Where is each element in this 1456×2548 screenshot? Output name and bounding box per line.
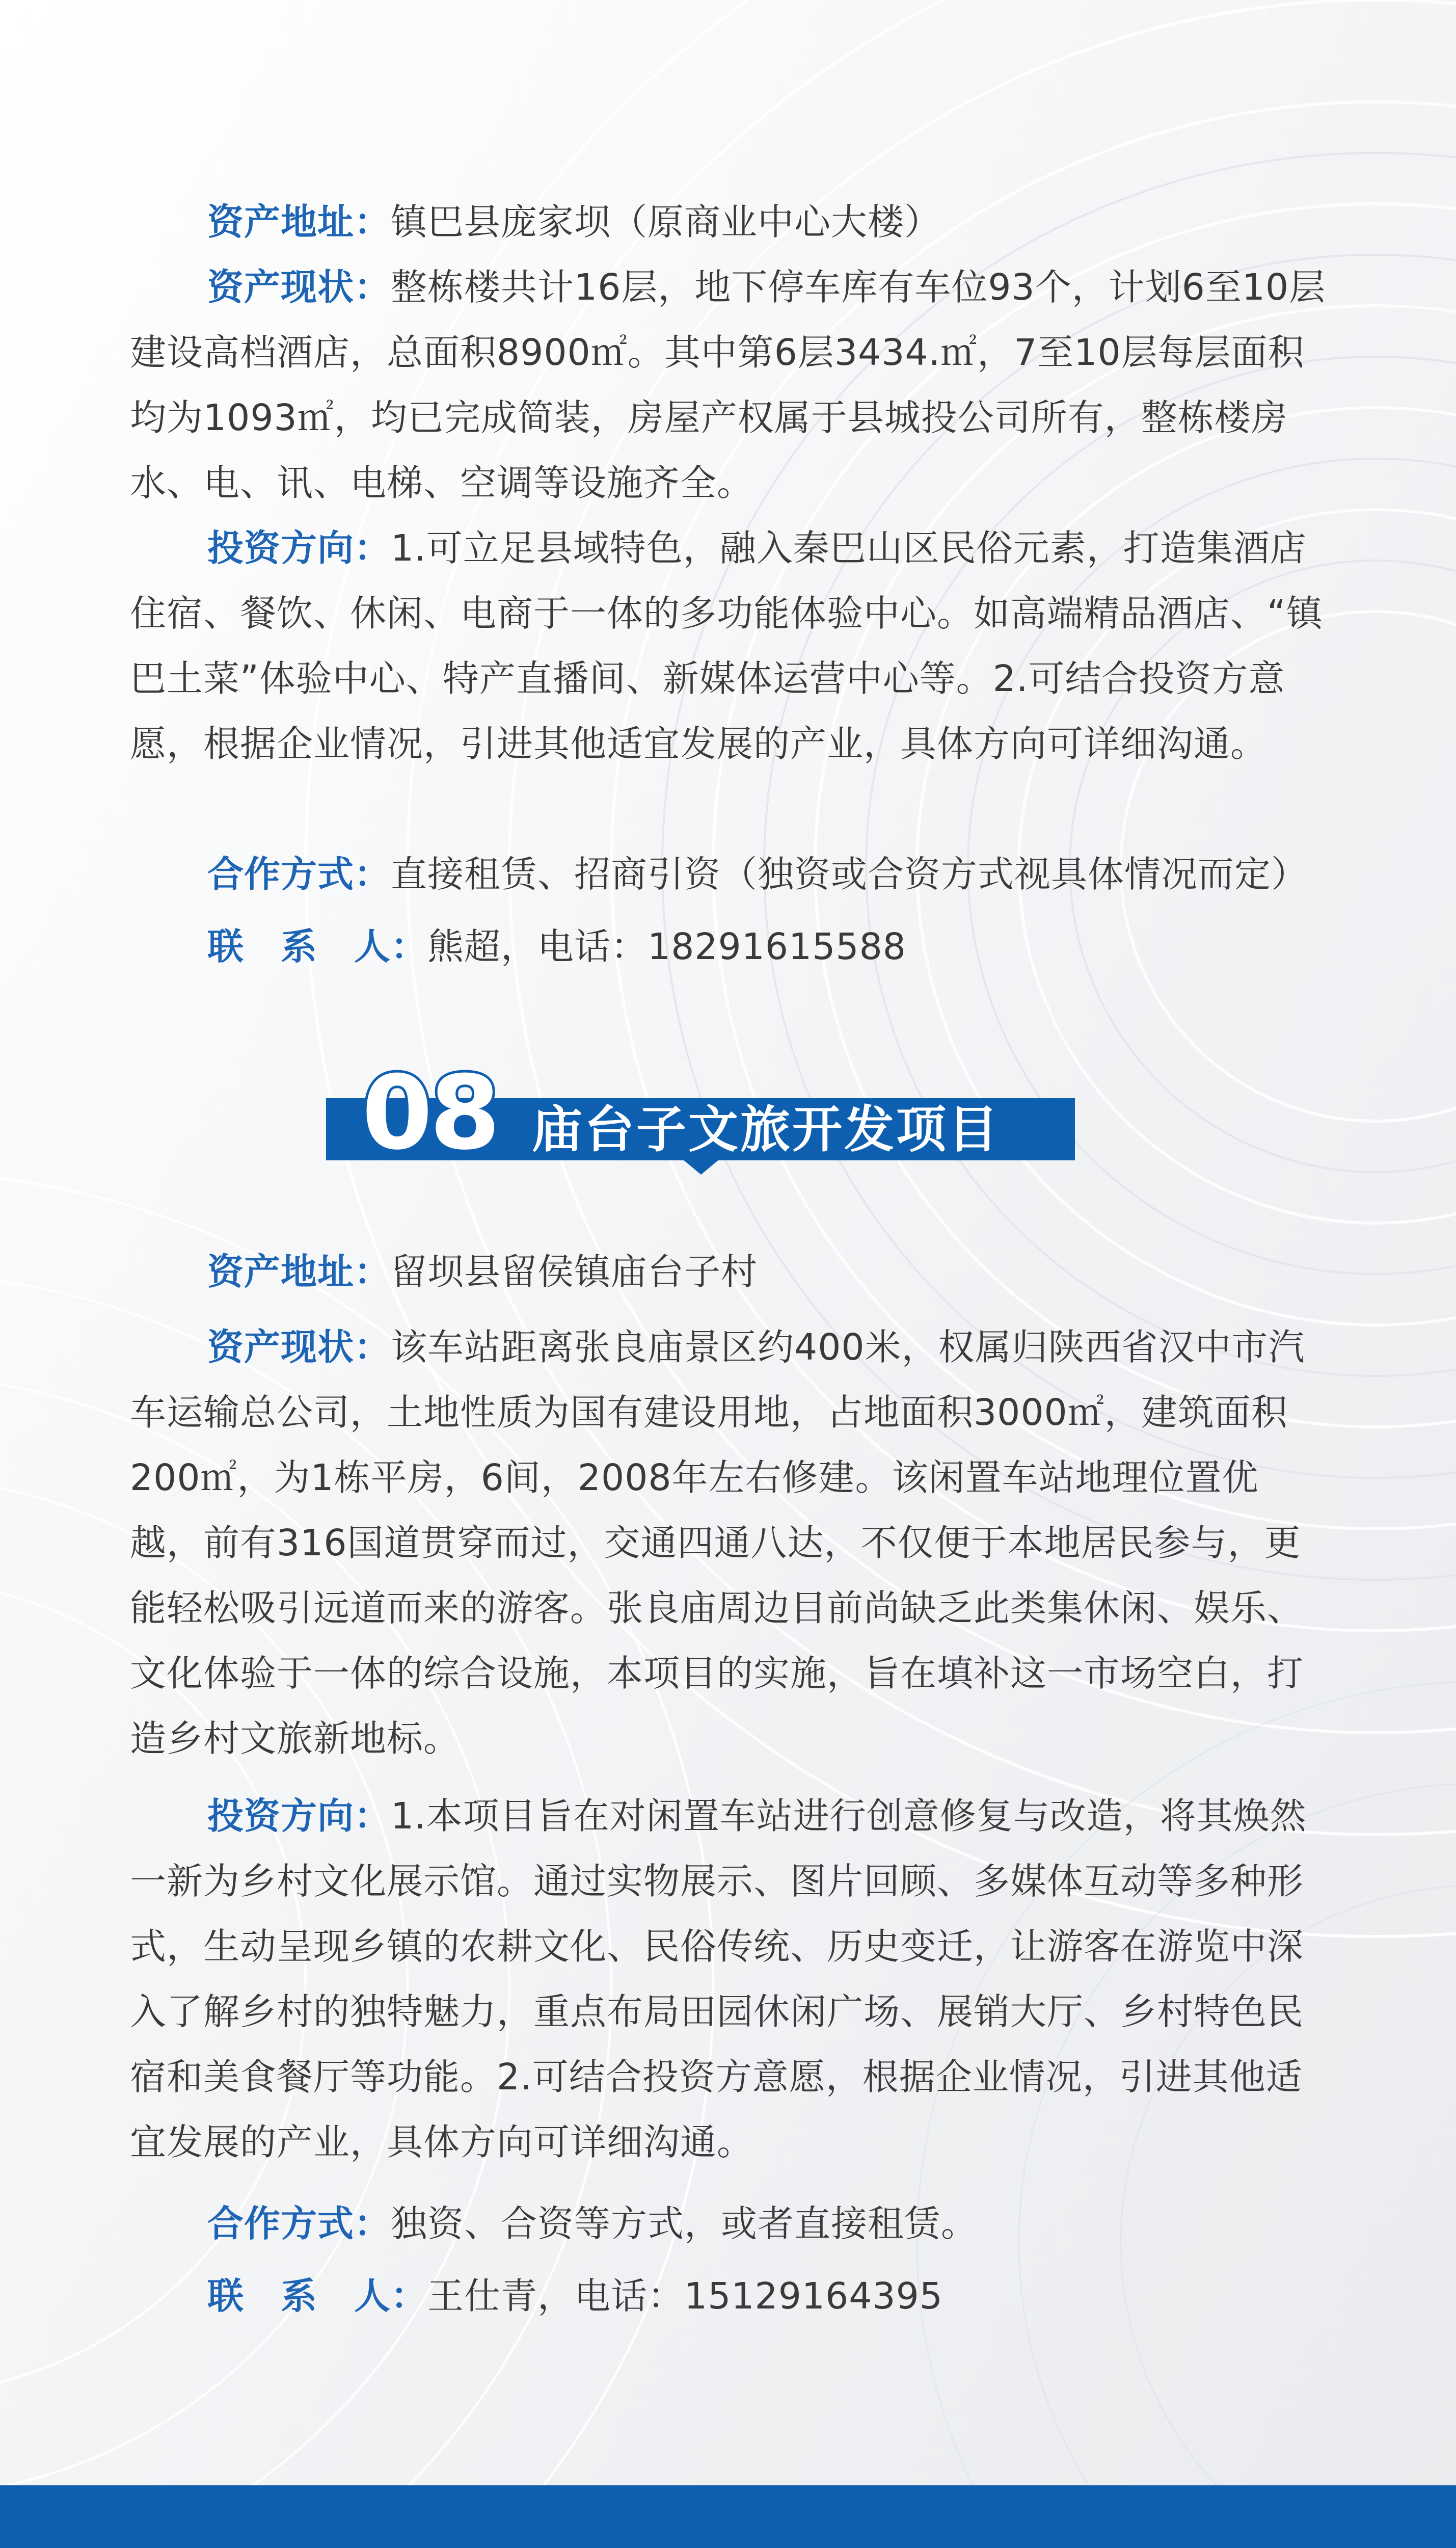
section-banner bbox=[326, 1052, 1075, 1173]
section-a-contact bbox=[130, 914, 1327, 979]
status-text: 该车站距离张良庙景区约400米，权属归陕西省汉中市汽车运输总公司，土地性质为国有建设用地，占地面积3000㎡，建筑面积200㎡，为1栋平房，6间，2008年左右修建。该闲置车站地理位置优越，前有316国道贯穿而过，交通四通八达，不仅便于本地居民参与，更能轻松吸引远道而来的游客。张良庙周边目前尚缺乏此类集休闲、娱乐、文化体验于一体的综合设施，本项目的实施，旨在填补这一市场空白，打造乡村文旅新地标。 bbox=[130, 1326, 1305, 1760]
section-b-status bbox=[130, 1315, 1327, 1771]
contact-text: 熊超，电话：18291615588 bbox=[427, 925, 906, 968]
cooperation-text: 独资、合资等方式，或者直接租赁。 bbox=[391, 2202, 978, 2245]
banner-pointer bbox=[683, 1159, 719, 1175]
contact-label: 联 系 人： bbox=[207, 925, 428, 968]
address-text: 镇巴县庞家坝（原商业中心大楼） bbox=[391, 201, 941, 243]
address-text: 留坝县留侯镇庙台子村 bbox=[391, 1251, 758, 1293]
section-a-status bbox=[130, 255, 1327, 516]
direction-text: 1.可立足县域特色，融入秦巴山区民俗元素，打造集酒店住宿、餐饮、休闲、电商于一体的多功能体验中心。如高端精品酒店、“镇巴土菜”体验中心、特产直播间、新媒体运营中心等。2.可结合投资方意愿，根据企业情况，引进其他适宜发展的产业，具体方向可详细沟通。 bbox=[130, 527, 1323, 765]
direction-label: 投资方向： bbox=[207, 1795, 391, 1837]
address-label: 资产地址： bbox=[207, 1251, 391, 1293]
cooperation-label: 合作方式： bbox=[207, 853, 391, 895]
section-title: 庙台子文旅开发项目 bbox=[532, 1101, 1001, 1159]
section-a-address bbox=[130, 190, 1327, 255]
address-label: 资产地址： bbox=[207, 201, 391, 243]
direction-label: 投资方向： bbox=[207, 527, 391, 569]
status-text: 整栋楼共计16层，地下停车库有车位93个，计划6至10层建设高档酒店，总面积8900㎡。其中第6层3434.㎡，7至10层每层面积均为1093㎡，均已完成简装，房屋产权属于县城投公司所有，整栋楼房水、电、讯、电梯、空调等设施齐全。 bbox=[130, 266, 1326, 504]
cooperation-text: 直接租赁、招商引资（独资或合资方式视具体情况而定） bbox=[391, 853, 1308, 895]
section-b-contact bbox=[130, 2264, 1327, 2329]
status-label: 资产现状： bbox=[207, 1326, 391, 1368]
status-label: 资产现状： bbox=[207, 266, 391, 308]
section-b-direction bbox=[130, 1784, 1327, 2175]
section-a-direction bbox=[130, 516, 1327, 777]
section-b-address bbox=[130, 1239, 1327, 1305]
section-number: 08 bbox=[362, 1054, 498, 1173]
section-b-cooperation bbox=[130, 2191, 1327, 2257]
footer-bar bbox=[0, 2485, 1456, 2548]
cooperation-label: 合作方式： bbox=[207, 2202, 391, 2245]
contact-label: 联 系 人： bbox=[207, 2275, 428, 2317]
contact-text: 王仕青，电话：15129164395 bbox=[427, 2275, 943, 2317]
section-a-cooperation bbox=[130, 842, 1327, 907]
direction-text: 1.本项目旨在对闲置车站进行创意修复与改造，将其焕然一新为乡村文化展示馆。通过实物展示、图片回顾、多媒体互动等多种形式，生动呈现乡镇的农耕文化、民俗传统、历史变迁，让游客在游览中深入了解乡村的独特魅力，重点布局田园休闲广场、展销大厅、乡村特色民宿和美食餐厅等功能。2.可结合投资方意愿，根据企业情况，引进其他适宜发展的产业，具体方向可详细沟通。 bbox=[130, 1795, 1307, 2163]
